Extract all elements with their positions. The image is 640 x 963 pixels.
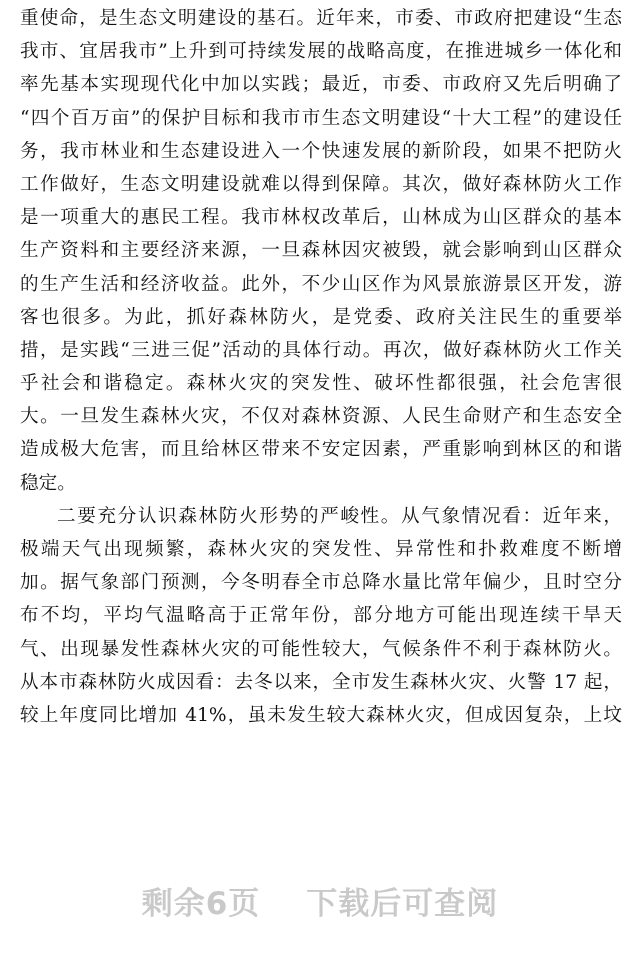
text-line: 极端天气出现频繁，森林火灾的突发性、异常性和扑救难度不断增 [20, 539, 622, 560]
text-line: 率先基本实现现代化中加以实践；最近，市委、市政府又先后明确了 [20, 74, 622, 96]
download-prompt[interactable] [0, 878, 640, 923]
text-line: 较上年度同比增加 41%，虽未发生较大森林火灾，但成因复杂，上坟 [20, 704, 622, 726]
text-line: 的生产生活和经济收益。此外，不少山区作为风景旅游景区开发，游 [20, 273, 622, 295]
text-line: 生产资料和主要经济来源，一旦森林因灾被毁，就会影响到山区群众 [20, 240, 622, 262]
text-line: 客也很多。为此，抓好森林防火，是党委、政府关注民生的重要举 [20, 306, 622, 328]
text-line: 稳定。 [20, 472, 76, 494]
text-line: 乎社会和谐稳定。森林火灾的突发性、破坏性都很强，社会危害很 [20, 373, 622, 395]
text-line: 工作做好，生态文明建设就难以得到保障。其次，做好森林防火工作 [20, 173, 622, 195]
text-line: 加。据气象部门预测，今冬明春全市总降水量比常年偏少，且时空分 [20, 572, 622, 594]
text-line: 我市、宜居我市”上升到可持续发展的战略高度，在推进城乡一体化和 [20, 41, 622, 63]
remaining-pages-label: 剩余6页 [141, 886, 261, 922]
text-line: “四个百万亩”的保护目标和我市市生态文明建设“十大工程”的建设任 [20, 107, 622, 129]
paragraph-start-line: 二要充分认识森林防火形势的严峻性。从气象情况看：近年来， [57, 505, 622, 527]
text-line: 措，是实践“三进三促”活动的具体行动。再次，做好森林防火工作关 [20, 339, 622, 361]
text-line: 重使命，是生态文明建设的基石。近年来，市委、市政府把建设“生态 [20, 8, 622, 29]
text-line: 气、出现暴发性森林火灾的可能性较大，气候条件不利于森林防火。 [20, 638, 622, 660]
text-line: 务，我市林业和生态建设进入一个快速发展的新阶段，如果不把防火 [20, 140, 622, 162]
text-line: 从本市森林防火成因看：去冬以来，全市发生森林火灾、火警 17 起， [20, 671, 622, 693]
document-body [20, 2, 622, 732]
download-to-view-label: 下载后可查阅 [306, 886, 499, 922]
text-line: 大。一旦发生森林火灾，不仅对森林资源、人民生命财产和生态安全 [20, 406, 622, 428]
text-line: 是一项重大的惠民工程。我市林权改革后，山林成为山区群众的基本 [20, 207, 622, 229]
text-line: 布不均，平均气温略高于正常年份，部分地方可能出现连续干旱天 [20, 605, 622, 627]
text-line: 造成极大危害，而且给林区带来不安定因素，严重影响到林区的和谐 [20, 439, 622, 461]
